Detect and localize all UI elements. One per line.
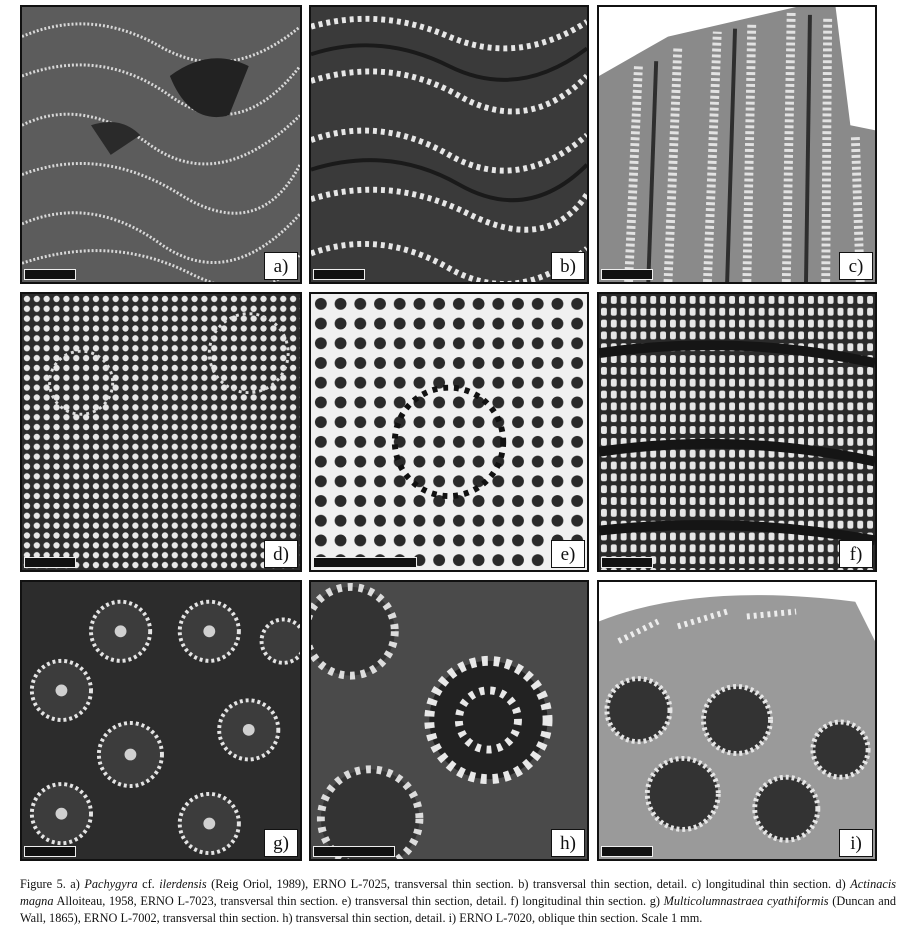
thin-section-image-g [22, 582, 300, 859]
thin-section-image-h [311, 582, 587, 859]
thin-section-image-i [599, 582, 875, 859]
panel-label: h) [551, 829, 585, 857]
panel-d [20, 292, 302, 572]
panel-label: d) [264, 540, 298, 568]
caption-g-taxon: Multicolumnastraea cyathiformis [663, 894, 829, 908]
caption-g-rest: (Duncan and Wall, 1865), ERNO L-7002, transversal thin section. h) transversal thin section, detail. i) ERNO L-7020, oblique thin section. Scale 1 mm. [20, 894, 896, 925]
scale-bar [313, 557, 417, 568]
panel-label: c) [839, 252, 873, 280]
figure-caption [20, 876, 896, 927]
panel-b [309, 5, 589, 284]
panel-label: a) [264, 252, 298, 280]
panel-e [309, 292, 589, 572]
panel-g [20, 580, 302, 861]
caption-figure: Figure 5. a) [20, 877, 80, 891]
thin-section-image-f [599, 294, 875, 570]
panel-i [597, 580, 877, 861]
caption-a-rest: (Reig Oriol, 1989), ERNO L-7025, transversal thin section. b) transversal thin section, detail. c) longitudinal thin section. d) [211, 877, 846, 891]
panel-label: i) [839, 829, 873, 857]
caption-a-species: ilerdensis [159, 877, 207, 891]
scale-bar [601, 846, 653, 857]
scale-bar [601, 269, 653, 280]
caption-d-taxon: Actinacis magna [20, 877, 897, 908]
panel-label: g) [264, 829, 298, 857]
panel-label: f) [839, 540, 873, 568]
thin-section-image-d [22, 294, 300, 570]
panel-c [597, 5, 877, 284]
scale-bar [313, 846, 395, 857]
caption-a-genus: Pachygyra [84, 877, 138, 891]
scale-bar [24, 557, 76, 568]
panel-label: b) [551, 252, 585, 280]
panel-a [20, 5, 302, 284]
scale-bar [313, 269, 365, 280]
caption-d-rest: Alloiteau, 1958, ERNO L-7023, transversal thin section. e) transversal thin section, detail. f) longitudinal thin section. g) [56, 894, 660, 908]
panel-h [309, 580, 589, 861]
scale-bar [24, 269, 76, 280]
panel-f [597, 292, 877, 572]
thin-section-image-a [22, 7, 300, 282]
scale-bar [24, 846, 76, 857]
panel-label: e) [551, 540, 585, 568]
thin-section-image-c [599, 7, 875, 282]
thin-section-image-b [311, 7, 587, 282]
caption-a-cf: cf. [142, 877, 155, 891]
thin-section-image-e [311, 294, 587, 570]
scale-bar [601, 557, 653, 568]
